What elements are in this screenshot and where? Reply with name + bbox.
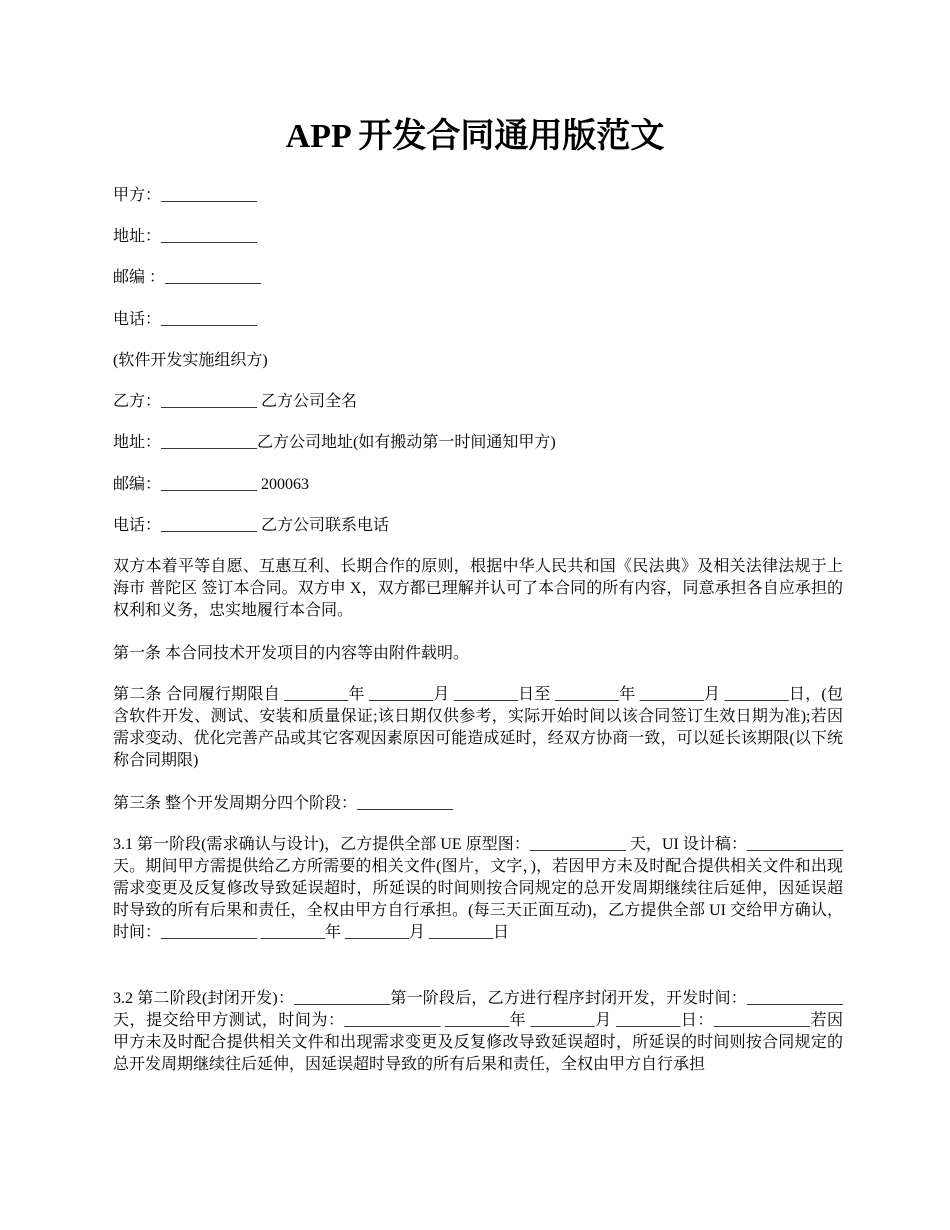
party-a-address-line: 地址：____________	[113, 228, 258, 245]
clause-3-2: 3.2 第二阶段(封闭开发)：____________第一阶段后，乙方进行程序封闭开发，开发时间：____________ 天，提交给甲方测试，时间为：____________ ________年 ________月 ________日：____________若因甲方未及时配合提供相关文件和出现需求变更及反复修改导致延误超时，所延误的时间则按合同规定的总开发周期继续往后延伸，因延误超时导致的所有后果和责任，全权由甲方自行承担	[113, 990, 843, 1073]
party-b-zip-line: 邮编：____________ 200063	[113, 476, 310, 493]
party-b-phone-line: 电话：____________ 乙方公司联系电话	[113, 517, 390, 534]
party-a-role-line: (软件开发实施组织方)	[113, 352, 268, 369]
clause-3-1: 3.1 第一阶段(需求确认与设计)，乙方提供全部 UE 原型图：____________ 天，UI 设计稿：____________ 天。期间甲方需提供给乙方所需要的相关文件(图片，文字，)，若因甲方未及时配合提供相关文件和出现需求变更及反复修改导致延误超时，所延误的时间则按合同规定的总开发周期继续往后延伸，因延误超时导致的所有后果和责任，全权由甲方自行承担。(每三天正面互动)，乙方提供全部 UI 交给甲方确认，时间：____________ ________年 ________月 ________日	[113, 836, 843, 941]
party-b-name-line: 乙方：____________ 乙方公司全名	[113, 393, 358, 410]
party-b-address-line: 地址：____________乙方公司地址(如有搬动第一时间通知甲方)	[113, 434, 556, 451]
party-a-name-line: 甲方：____________	[113, 187, 258, 204]
party-a-zip-line: 邮编 ：____________	[113, 269, 262, 286]
article-1: 第一条 本合同技术开发项目的内容等由附件载明。	[113, 645, 470, 662]
article-2: 第二条 合同履行期限自 ________年 ________月 ________日至 ________年 ________月 ________日，(包含软件开发、测试、安装和质量保证;该日期仅供参考，实际开始时间以该合同签订生效日期为准);若因需求变动、优化完善产品或其它客观因素原因可能造成延时，经双方协商一致，可以延长该期限(以下统称合同期限)	[113, 686, 843, 769]
party-a-phone-line: 电话：____________	[113, 311, 258, 328]
article-3: 第三条 整个开发周期分四个阶段：____________	[113, 795, 454, 812]
document-title: APP 开发合同通用版范文	[285, 118, 665, 155]
preamble-paragraph: 双方本着平等自愿、互惠互利、长期合作的原则，根据中华人民共和国《民法典》及相关法律法规于上海市 普陀区 签订本合同。双方申 X，双方都已理解并认可了本合同的所有内容，同意承担各自应承担的权利和义务，忠实地履行本合同。	[113, 558, 843, 619]
